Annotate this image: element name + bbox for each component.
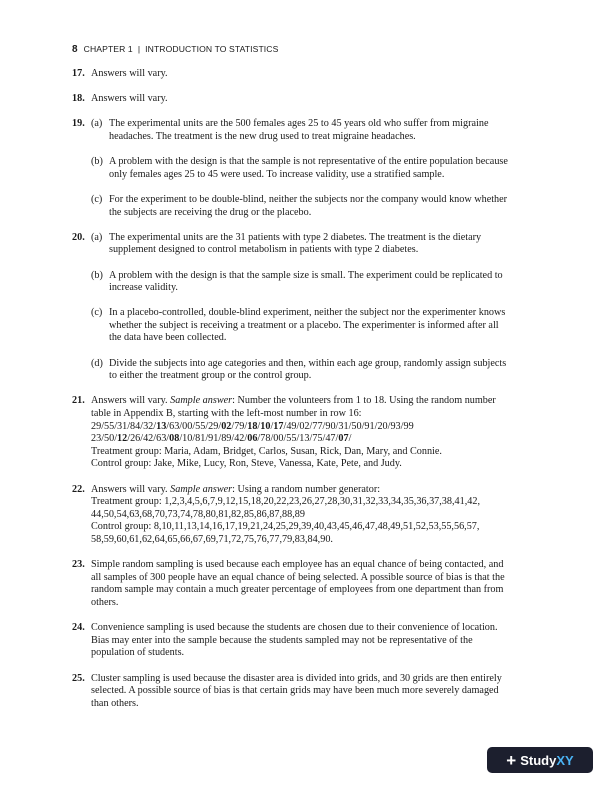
question-18: [72, 93, 542, 106]
text-segment: /: [270, 420, 274, 432]
chapter-title: INTRODUCTION TO STATISTICS: [145, 44, 279, 54]
text-line: all samples of 300 people have an equal chance of being selected. A possible source of bias is that the: [91, 571, 505, 583]
selected-number: 17: [273, 420, 284, 432]
text-line: Divide the subjects into age categories and then, within each age group, randomly assign subjects: [109, 357, 507, 369]
text-line: A problem with the design is that the sample size is small. The experiment could be replicated to: [109, 269, 503, 281]
text-line: the data have been collected.: [109, 332, 227, 344]
text-line: Simple random sampling is used because each employee has an equal chance of being contacted, and: [91, 559, 504, 571]
text-line: headaches. The treatment is the new drug used to treat migraine headaches.: [109, 130, 416, 142]
text-line: table in Appendix B, starting with the left-most number in row 16:: [91, 408, 362, 420]
text-line: [91, 484, 542, 497]
logo-accent-text: XY: [556, 752, 574, 768]
emphasis-text: Sample answer: [170, 483, 233, 495]
text-segment: /63/00/55/29/: [166, 420, 222, 432]
question-17: [72, 68, 542, 81]
question-number: 17.: [72, 68, 85, 79]
text-segment: 29/55/31/84/32/: [91, 420, 157, 432]
selected-number: 07: [338, 433, 349, 445]
page-header: [72, 44, 278, 55]
question-number: 18.: [72, 93, 85, 105]
chapter-label: CHAPTER 1: [83, 44, 133, 54]
text-line: increase validity.: [109, 282, 178, 294]
part-label: (a): [91, 231, 103, 243]
text-segment: /: [348, 433, 352, 445]
text-line: Answers will vary.: [91, 93, 168, 105]
selected-number: 10: [260, 420, 271, 432]
text-line: Treatment group: Maria, Adam, Bridget, Carlos, Susan, Rick, Dan, Mary, and Connie.: [91, 445, 442, 457]
question-part: [91, 358, 542, 383]
question-part: [91, 270, 542, 295]
question-number: 24.: [72, 622, 85, 634]
question-part: [91, 194, 542, 219]
question-part: [91, 232, 542, 257]
text-segment: /: [257, 420, 261, 432]
selected-number: 18: [247, 420, 258, 432]
text-line: 44,50,54,63,68,70,73,74,78,80,81,82,85,86,87,88,89: [91, 508, 305, 520]
part-label: (c): [91, 193, 103, 205]
question-21: [72, 395, 542, 471]
logo-text: Study: [520, 752, 557, 768]
text-line: Answers will vary.: [91, 68, 168, 79]
text-segment: Answers will vary.: [91, 395, 171, 407]
question-22: [72, 484, 542, 547]
text-segment: 23/50/: [91, 433, 118, 445]
emphasis-text: Sample answer: [170, 395, 233, 407]
text-segment: /26/42/63/: [127, 433, 170, 445]
text-segment: Answers will vary.: [91, 483, 171, 495]
plus-icon: +: [506, 750, 517, 770]
page-number: 8: [72, 44, 78, 55]
text-line: In a placebo-controlled, double-blind experiment, neither the subject nor the experimenter knows: [109, 307, 506, 319]
text-line: random sample may contain a much greater percentage of employees from one department than from: [91, 584, 504, 596]
text-line: others.: [91, 596, 119, 608]
question-number: 25.: [72, 672, 85, 684]
selected-number: 02: [221, 420, 232, 432]
question-part: [91, 156, 542, 181]
text-line: whether the subject is receiving a treatment or a placebo. The experimenter is informed after all: [109, 319, 499, 331]
part-label: (a): [91, 118, 103, 130]
text-segment: /49/02/77/90/31/50/91/20/93/99: [283, 420, 414, 432]
selected-number: 12: [117, 433, 128, 445]
text-line: population of students.: [91, 647, 185, 659]
question-number: 20.: [72, 231, 85, 243]
text-line: The experimental units are the 500 females ages 25 to 45 years old who suffer from migraine: [109, 118, 489, 130]
text-line: supplement designed to control metabolism in patients with type 2 diabetes.: [109, 244, 419, 256]
part-label: (d): [91, 357, 103, 369]
text-line: Bias may enter into the sample because the students sampled may not be representative of the: [91, 634, 473, 646]
question-number: 23.: [72, 559, 85, 571]
text-line: only females ages 25 to 45 were used. To increase validity, use a stratified sample.: [109, 168, 445, 180]
text-segment: /78/00/55/13/75/47/: [257, 433, 339, 445]
text-line: A problem with the design is that the sample is not representative of the entire population because: [109, 156, 508, 168]
question-24: [72, 622, 542, 660]
part-label: (b): [91, 156, 103, 168]
text-line: Control group: Jake, Mike, Lucy, Ron, Steve, Vanessa, Kate, Pete, and Judy.: [91, 458, 402, 470]
text-line: [91, 433, 542, 446]
text-line: to either the treatment group or the control group.: [109, 370, 312, 382]
text-line: [91, 421, 542, 434]
studyxy-logo: [487, 747, 593, 773]
text-segment: /10/81/91/89/42/: [179, 433, 248, 445]
text-line: 58,59,60,61,62,64,65,66,67,69,71,72,75,76,77,79,83,84,90.: [91, 533, 333, 545]
header-separator: |: [137, 44, 141, 54]
selected-number: 13: [156, 420, 167, 432]
question-number: 19.: [72, 118, 85, 130]
question-20: [72, 232, 542, 383]
question-25: [72, 673, 542, 711]
text-segment: /79/: [231, 420, 248, 432]
question-23: [72, 559, 542, 609]
text-line: The experimental units are the 31 patients with type 2 diabetes. The treatment is the dietary: [109, 231, 482, 243]
text-line: Control group: 8,10,11,13,14,16,17,19,21,24,25,29,39,40,43,45,46,47,48,49,51,52,53,55,56,57,: [91, 521, 480, 533]
text-line: Treatment group: 1,2,3,4,5,6,7,9,12,15,18,20,22,23,26,27,28,30,31,32,33,34,35,36,37,38,41,42,: [91, 496, 481, 508]
part-label: (c): [91, 307, 103, 319]
text-line: For the experiment to be double-blind, neither the subjects nor the company would know whether: [109, 193, 508, 205]
selected-number: 06: [247, 433, 258, 445]
question-part: [91, 307, 542, 345]
text-line: Convenience sampling is used because the students are chosen due to their convenience of location.: [91, 622, 498, 634]
part-label: (b): [91, 269, 103, 281]
text-segment: : Using a random number generator:: [232, 483, 381, 495]
answer-list: [72, 68, 542, 723]
selected-number: 08: [169, 433, 180, 445]
text-line: [91, 395, 542, 408]
text-line: Cluster sampling is used because the disaster area is divided into grids, and 30 grids are then entirely: [91, 672, 502, 684]
question-part: [91, 118, 542, 143]
text-line: selected. A possible source of bias is that certain grids may have been much more severely damaged: [91, 685, 499, 697]
text-segment: : Number the volunteers from 1 to 18. Using the random number: [232, 395, 496, 407]
question-number: 21.: [72, 395, 85, 407]
question-19: [72, 118, 542, 219]
text-line: than others.: [91, 697, 139, 709]
text-line: the subjects are receiving the drug or the placebo.: [109, 206, 312, 218]
question-number: 22.: [72, 483, 85, 495]
